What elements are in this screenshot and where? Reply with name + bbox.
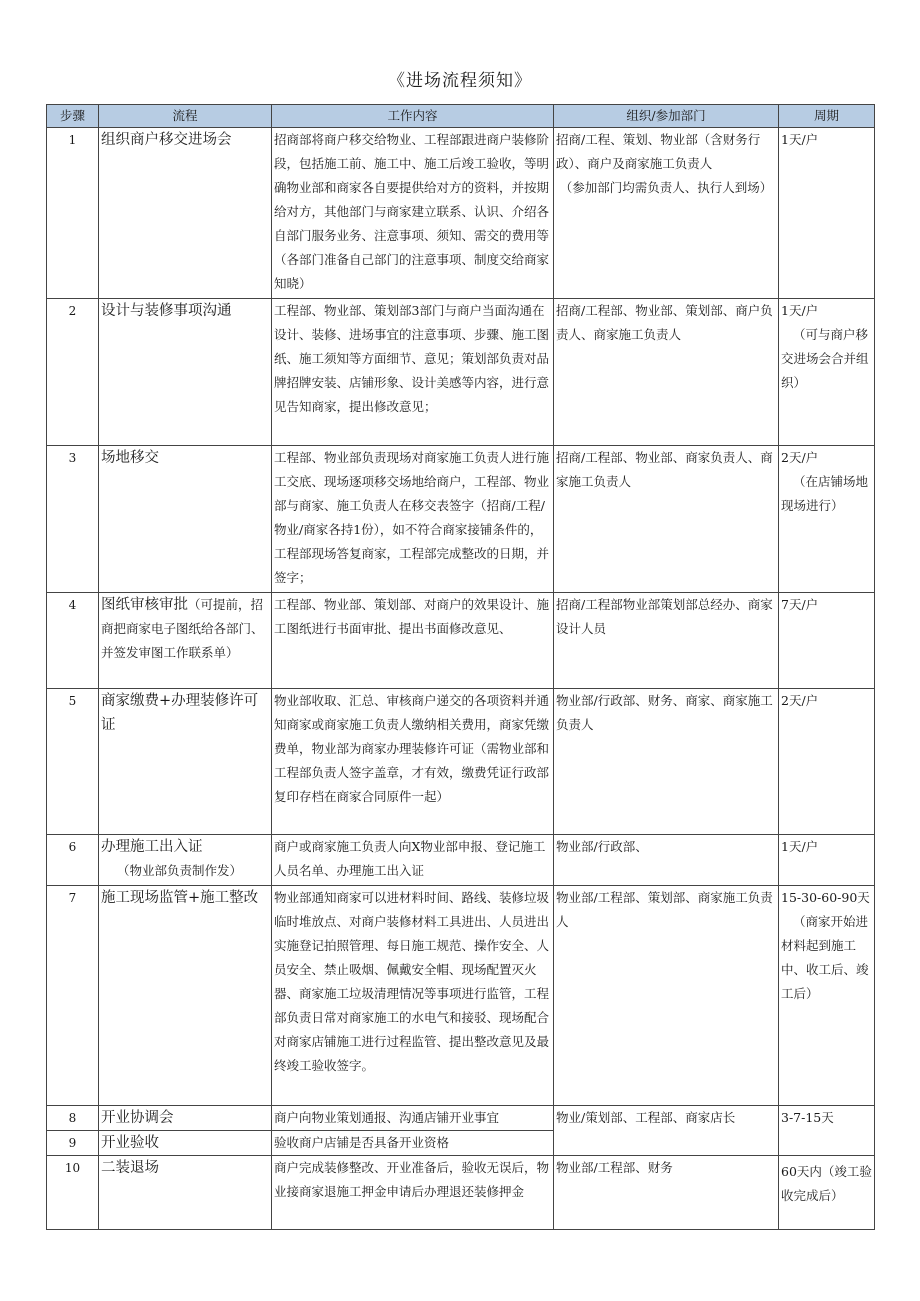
dept-note: （参加部门均需负责人、执行人到场） bbox=[559, 180, 773, 195]
period: 1天/户 bbox=[779, 835, 875, 886]
departments: 物业部/工程部、策划部、商家施工负责人 bbox=[554, 886, 779, 1106]
step-number: 3 bbox=[47, 446, 99, 593]
process-name: 二装退场 bbox=[99, 1156, 272, 1230]
page-title: 《进场流程须知》 bbox=[388, 71, 532, 91]
work-content: 工程部、物业部负责现场对商家施工负责人进行施工交底、现场逐项移交场地给商户，工程部、物业部与商家、施工负责人在移交表签字（招商/工程/物业/商家各持1份），如不符合商家接铺条件的，工程部现场答复商家，工程部完成整改的日期，并签字； bbox=[272, 446, 554, 593]
table-row bbox=[47, 446, 875, 593]
header-dept: 组织/参加部门 bbox=[554, 105, 779, 128]
step-number: 4 bbox=[47, 593, 99, 689]
process-name: 场地移交 bbox=[99, 446, 272, 593]
process-note: （物业部负责制作发） bbox=[117, 863, 243, 878]
period: 7天/户 bbox=[779, 593, 875, 689]
period-note: （在店铺场地现场进行） bbox=[781, 474, 869, 513]
process-name: 组织商户移交进场会 bbox=[99, 128, 272, 299]
departments: 物业部/行政部、 bbox=[554, 835, 779, 886]
work-content: 商户完成装修整改、开业准备后，验收无误后，物业接商家退施工押金申请后办理退还装修押金 bbox=[272, 1156, 554, 1230]
dept-text: 招商/工程、策划、物业部（含财务行政）、商户及商家施工负责人 bbox=[556, 132, 761, 171]
work-content: 验收商户店铺是否具备开业资格 bbox=[272, 1131, 554, 1156]
table-row bbox=[47, 593, 875, 689]
step-number: 5 bbox=[47, 689, 99, 835]
process-name bbox=[99, 835, 272, 886]
period: 60天内（竣工验收完成后） bbox=[779, 1156, 875, 1230]
process-table bbox=[46, 104, 875, 1230]
step-number: 8 bbox=[47, 1106, 99, 1131]
work-content: 物业部通知商家可以进材料时间、路线、装修垃圾临时堆放点、对商户装修材料工具进出、人员进出实施登记拍照管理、每日施工规范、操作安全、人员安全、禁止吸烟、佩戴安全帽、现场配置灭火器、商家施工垃圾清理情况等事项进行监管，工程部负责日常对商家施工的水电气和接驳、现场配合对商家店铺施工进行过程监管、提出整改意见及最终竣工验收签字。 bbox=[272, 886, 554, 1106]
departments: 物业部/行政部、财务、商家、商家施工负责人 bbox=[554, 689, 779, 835]
process-note: （可提前，招商把商家电子图纸给各部门、并签发审图工作联系单） bbox=[101, 597, 264, 660]
departments: 招商/工程部物业部策划部总经办、商家设计人员 bbox=[554, 593, 779, 689]
period-text: 1天/户 bbox=[781, 132, 819, 147]
period: 3-7-15天 bbox=[779, 1106, 875, 1156]
table-row bbox=[47, 835, 875, 886]
step-number: 9 bbox=[47, 1131, 99, 1156]
step-number: 10 bbox=[47, 1156, 99, 1230]
header-content: 工作内容 bbox=[272, 105, 554, 128]
period bbox=[779, 128, 875, 299]
departments: 物业/策划部、工程部、商家店长 bbox=[554, 1106, 779, 1156]
process-name: 设计与装修事项沟通 bbox=[99, 299, 272, 446]
step-number: 2 bbox=[47, 299, 99, 446]
header-row bbox=[47, 105, 875, 128]
work-content: 工程部、物业部、策划部3部门与商户当面沟通在设计、装修、进场事宜的注意事项、步骤、施工图纸、施工须知等方面细节、意见；策划部负责对品牌招牌安装、店铺形象、设计美感等内容，进行意见告知商家，提出修改意见； bbox=[272, 299, 554, 446]
departments: 物业部/工程部、财务 bbox=[554, 1156, 779, 1230]
period-text: 15-30-60-90天 bbox=[781, 890, 870, 905]
table-row bbox=[47, 128, 875, 299]
work-content: 商户向物业策划通报、沟通店铺开业事宜 bbox=[272, 1106, 554, 1131]
period-note: （商家开始进材料起到施工中、收工后、竣工后） bbox=[781, 914, 869, 1001]
step-number: 6 bbox=[47, 835, 99, 886]
process-name: 开业协调会 bbox=[99, 1106, 272, 1131]
table-row bbox=[47, 886, 875, 1106]
process-title: 图纸审核审批 bbox=[101, 597, 188, 613]
departments: 招商/工程部、物业部、策划部、商户负责人、商家施工负责人 bbox=[554, 299, 779, 446]
work-content: 招商部将商户移交给物业、工程部跟进商户装修阶段，包括施工前、施工中、施工后竣工验收，等明确物业部和商家各自要提供给对方的资料，并按期给对方，其他部门与商家建立联系、认识、介绍各自部门服务业务、注意事项、须知、需交的费用等（各部门准备自己部门的注意事项、制度交给商家知晓） bbox=[272, 128, 554, 299]
process-name: 商家缴费+办理装修许可证 bbox=[99, 689, 272, 835]
process-name: 施工现场监管+施工整改 bbox=[99, 886, 272, 1106]
period bbox=[779, 299, 875, 446]
period-note: （可与商户移交进场会合并组织） bbox=[781, 327, 869, 390]
process-name: 开业验收 bbox=[99, 1131, 272, 1156]
table-row bbox=[47, 1156, 875, 1230]
period bbox=[779, 886, 875, 1106]
step-number: 1 bbox=[47, 128, 99, 299]
period-text: 1天/户 bbox=[781, 303, 819, 318]
table-row bbox=[47, 299, 875, 446]
work-content: 物业部收取、汇总、审核商户递交的各项资料并通知商家或商家施工负责人缴纳相关费用，商家凭缴费单，物业部为商家办理装修许可证（需物业部和工程部负责人签字盖章，才有效，缴费凭证行政部复印存档在商家合同原件一起） bbox=[272, 689, 554, 835]
period: 2天/户 bbox=[779, 689, 875, 835]
process-title: 办理施工出入证 bbox=[101, 839, 203, 855]
step-number: 7 bbox=[47, 886, 99, 1106]
work-content: 工程部、物业部、策划部、对商户的效果设计、施工图纸进行书面审批、提出书面修改意见、 bbox=[272, 593, 554, 689]
header-step: 步骤 bbox=[47, 105, 99, 128]
header-period: 周期 bbox=[779, 105, 875, 128]
departments: 招商/工程部、物业部、商家负责人、商家施工负责人 bbox=[554, 446, 779, 593]
period-text: 2天/户 bbox=[781, 450, 819, 465]
table-row bbox=[47, 1106, 875, 1131]
work-content: 商户或商家施工负责人向X物业部申报、登记施工人员名单、办理施工出入证 bbox=[272, 835, 554, 886]
period bbox=[779, 446, 875, 593]
header-process: 流程 bbox=[99, 105, 272, 128]
table-row bbox=[47, 689, 875, 835]
departments bbox=[554, 128, 779, 299]
process-name bbox=[99, 593, 272, 689]
